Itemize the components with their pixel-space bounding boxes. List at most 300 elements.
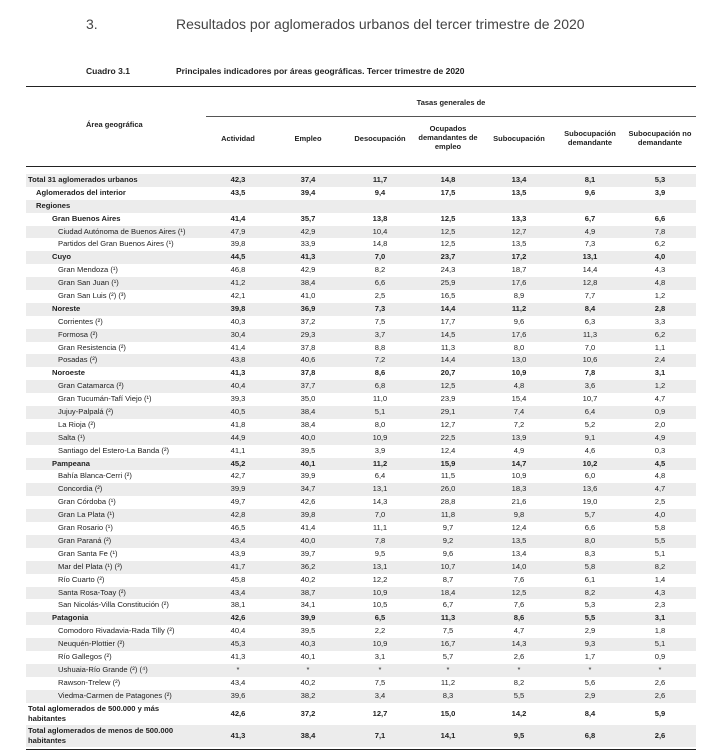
row-label: Regiones: [36, 200, 71, 210]
cell-value: 24,3: [440, 265, 456, 275]
cell-value: 38,4: [300, 419, 316, 429]
cell-value: 17,7: [440, 316, 456, 326]
cell-value: 33,9: [300, 239, 316, 249]
cell-value: 7,8: [654, 226, 666, 236]
cell-value: 25,9: [440, 278, 456, 288]
table-row: [26, 548, 696, 561]
cell-value: 8,3: [442, 690, 454, 700]
cell-value: 8,0: [513, 342, 525, 352]
row-label: Gran Mendoza (¹): [58, 265, 118, 275]
cell-value: 37,4: [300, 175, 316, 184]
row-label: Gran Catamarca (²): [58, 381, 124, 391]
cell-value: 28,8: [440, 497, 456, 507]
cell-value: 14,1: [440, 730, 456, 740]
cell-value: 40,3: [300, 639, 316, 649]
row-label: San Nicolás-Villa Constitución (²): [58, 600, 169, 610]
cell-value: 3,9: [374, 445, 386, 455]
table-row: [26, 535, 696, 548]
cell-value: 10,5: [372, 600, 388, 610]
cell-value: 13,3: [511, 213, 527, 223]
cell-value: 4,9: [513, 445, 525, 455]
cell-value: 0,9: [654, 651, 666, 661]
cell-value: 2,4: [654, 355, 666, 365]
cell-value: 6,1: [584, 574, 596, 584]
table-row: [26, 496, 696, 509]
cell-value: 5,5: [584, 613, 596, 623]
cell-value: 6,5: [374, 613, 386, 623]
cell-value: 12,5: [440, 239, 456, 249]
cell-value: 30,4: [230, 329, 246, 339]
cell-value: 43,4: [230, 587, 246, 597]
cell-value: 9,8: [513, 510, 525, 520]
cell-value: 4,3: [654, 265, 666, 275]
cell-value: 6,4: [374, 471, 386, 481]
cell-value: 7,0: [374, 510, 386, 520]
cell-value: 45,8: [230, 574, 246, 584]
cell-value: 12,4: [511, 523, 527, 533]
table-row: [26, 470, 696, 483]
cell-value: 44,9: [230, 432, 246, 442]
table-row: [26, 432, 696, 445]
cell-value: 9,1: [584, 432, 596, 442]
cell-value: 41,7: [230, 561, 246, 571]
cell-value: *: [306, 664, 310, 674]
cell-value: 6,6: [654, 213, 666, 223]
cell-value: 39,8: [230, 239, 246, 249]
cell-value: 38,7: [300, 587, 316, 597]
cell-value: 10,9: [511, 368, 527, 378]
cell-value: 14,3: [372, 497, 388, 507]
cell-value: 8,6: [374, 368, 386, 378]
cell-value: 9,4: [374, 187, 386, 197]
cell-value: 41,3: [230, 368, 246, 378]
cell-value: 36,9: [300, 303, 316, 313]
cell-value: 42,3: [230, 175, 246, 184]
row-label: Cuyo: [52, 252, 71, 262]
cell-value: 34,7: [300, 484, 316, 494]
cell-value: *: [658, 664, 662, 674]
cell-value: 8,1: [584, 175, 596, 184]
cell-value: 14,7: [511, 458, 527, 468]
cell-value: 13,9: [511, 432, 527, 442]
cell-value: 41,0: [300, 291, 316, 301]
row-label: Comodoro Rivadavia-Rada Tilly (²): [58, 626, 175, 636]
table-row: [26, 213, 696, 226]
cell-value: 5,5: [513, 690, 525, 700]
cell-value: 3,1: [654, 613, 666, 623]
cell-value: 42,9: [300, 265, 316, 275]
column-header: Subocupación no demandante: [628, 129, 692, 147]
table-row: [26, 406, 696, 419]
table-body: [26, 174, 696, 747]
cell-value: 1,7: [584, 651, 596, 661]
cell-value: 5,1: [374, 407, 386, 417]
cell-value: 5,7: [584, 510, 596, 520]
cell-value: 8,2: [374, 265, 386, 275]
cell-value: 6,6: [374, 278, 386, 288]
cell-value: 13,1: [372, 561, 388, 571]
cell-value: 13,8: [372, 213, 388, 223]
cell-value: 7,7: [584, 291, 596, 301]
table-row: [26, 625, 696, 638]
row-label: Ushuaia-Río Grande (²) (⁴): [58, 664, 148, 674]
cell-value: 43,8: [230, 355, 246, 365]
cell-value: 2,9: [584, 690, 596, 700]
cell-value: 11,8: [440, 510, 456, 520]
cell-value: 6,6: [584, 523, 596, 533]
row-label: Aglomerados del interior: [36, 187, 126, 197]
table-row: [26, 380, 696, 393]
cell-value: *: [588, 664, 592, 674]
row-label: Jujuy-Palpalá (²): [58, 407, 114, 417]
cell-value: 14,4: [440, 355, 456, 365]
cell-value: 7,2: [513, 419, 525, 429]
table-row: [26, 264, 696, 277]
cell-value: 42,6: [230, 708, 246, 718]
column-header: Actividad: [221, 134, 255, 143]
cell-value: 3,3: [654, 316, 666, 326]
cell-value: 3,1: [654, 368, 666, 378]
cell-value: 2,6: [654, 690, 666, 700]
row-label: Gran La Plata (¹): [58, 510, 115, 520]
cell-value: 10,9: [372, 639, 388, 649]
table-row: [26, 290, 696, 303]
row-label: Gran San Luis (²) (³): [58, 291, 126, 301]
table-row: [26, 599, 696, 612]
cell-value: 39,6: [230, 690, 246, 700]
cell-value: 41,4: [300, 523, 316, 533]
cell-value: 37,8: [300, 368, 316, 378]
cell-value: 7,5: [442, 626, 454, 636]
cell-value: 39,9: [230, 484, 246, 494]
cell-value: 39,5: [300, 445, 316, 455]
cell-value: 6,2: [654, 329, 666, 339]
row-label: Salta (¹): [58, 432, 86, 442]
cell-value: 23,7: [440, 252, 456, 262]
cell-value: 17,6: [511, 278, 527, 288]
cell-value: 12,7: [372, 708, 388, 718]
table-row: [26, 690, 696, 703]
column-header: Subocupación demandante: [564, 129, 616, 147]
cell-value: 23,9: [440, 394, 456, 404]
cell-value: 7,8: [584, 368, 596, 378]
cell-value: 46,8: [230, 265, 246, 275]
cell-value: 14,2: [511, 708, 527, 718]
cell-value: 8,4: [584, 303, 596, 313]
row-label: Santa Rosa-Toay (²): [58, 587, 126, 597]
cell-value: 6,4: [584, 407, 596, 417]
cell-value: 41,1: [230, 445, 246, 455]
cell-value: 11,0: [372, 394, 388, 404]
section-number: 3.: [86, 16, 98, 32]
cell-value: 7,5: [374, 316, 386, 326]
cell-value: 11,3: [440, 613, 456, 623]
cell-value: 41,3: [300, 252, 316, 262]
cell-value: 12,5: [440, 213, 456, 223]
cell-value: 14,5: [440, 329, 456, 339]
row-label: Total 31 aglomerados urbanos: [28, 175, 138, 184]
cell-value: 6,7: [442, 600, 454, 610]
table-row: [26, 367, 696, 380]
row-label: Río Gallegos (²): [58, 651, 112, 661]
cell-value: *: [517, 664, 521, 674]
cell-value: 8,2: [513, 677, 525, 687]
cell-value: 4,0: [654, 252, 666, 262]
cell-value: 11,7: [372, 175, 388, 184]
cell-value: 4,5: [654, 458, 666, 468]
cell-value: 10,7: [440, 561, 456, 571]
cell-value: 2,5: [374, 291, 386, 301]
cell-value: 37,8: [300, 342, 316, 352]
cell-value: 11,5: [440, 471, 456, 481]
cell-value: 10,9: [372, 432, 388, 442]
cell-value: 17,5: [440, 187, 456, 197]
cell-value: 35,0: [300, 394, 316, 404]
table-row: [26, 509, 696, 522]
cell-value: 40,3: [230, 316, 246, 326]
row-label: Posadas (²): [58, 355, 98, 365]
cell-value: 9,5: [374, 548, 386, 558]
cell-value: 40,5: [230, 407, 246, 417]
table-row: [26, 651, 696, 664]
cell-value: 14,8: [440, 175, 456, 184]
cell-value: 20,7: [440, 368, 456, 378]
cell-value: 44,5: [230, 252, 246, 262]
cell-value: 5,6: [584, 677, 596, 687]
table-row: [26, 419, 696, 432]
table-row: [26, 393, 696, 406]
cell-value: 12,4: [440, 445, 456, 455]
cell-value: 10,9: [511, 471, 527, 481]
cell-value: 5,3: [584, 600, 596, 610]
cell-value: 22,5: [440, 432, 456, 442]
cell-value: 4,9: [654, 432, 666, 442]
cell-value: 4,8: [654, 471, 666, 481]
cell-value: 8,8: [374, 342, 386, 352]
table-row: [26, 677, 696, 690]
cell-value: 10,4: [372, 226, 388, 236]
cell-value: 40,0: [300, 535, 316, 545]
cell-value: 6,7: [584, 213, 596, 223]
cell-value: 7,3: [374, 303, 386, 313]
cell-value: 17,2: [511, 252, 527, 262]
table-bottom-rule: [26, 749, 696, 750]
cell-value: 40,4: [230, 381, 246, 391]
cell-value: 13,1: [582, 252, 598, 262]
cell-value: 3,1: [374, 651, 386, 661]
cell-value: 40,1: [300, 458, 316, 468]
table-row: [26, 664, 696, 677]
cell-value: 49,7: [230, 497, 246, 507]
cell-value: 12,5: [511, 587, 527, 597]
cell-value: 1,2: [654, 291, 666, 301]
table-row: [26, 251, 696, 264]
cell-value: 2,0: [654, 419, 666, 429]
cell-value: 41,4: [230, 342, 246, 352]
cell-value: 14,4: [582, 265, 598, 275]
cell-value: 39,9: [300, 613, 316, 623]
row-label: Gran Resistencia (²): [58, 342, 126, 352]
cell-value: 13,5: [511, 187, 527, 197]
cell-value: 40,2: [300, 574, 316, 584]
cell-value: 14,3: [511, 639, 527, 649]
table-row: [26, 226, 696, 239]
cell-value: 10,7: [582, 394, 598, 404]
table-row: [26, 238, 696, 251]
row-label: Santiago del Estero-La Banda (²): [58, 445, 170, 455]
cell-value: 4,9: [584, 226, 596, 236]
cell-value: 2,2: [374, 626, 386, 636]
table-row: [26, 725, 696, 747]
cell-value: 11,3: [440, 342, 456, 352]
cell-value: 46,5: [230, 523, 246, 533]
cell-value: 39,5: [300, 626, 316, 636]
row-label: Formosa (²): [58, 329, 98, 339]
cell-value: 42,8: [230, 510, 246, 520]
cell-value: 12,5: [440, 226, 456, 236]
row-label: Viedma-Carmen de Patagones (²): [58, 690, 172, 700]
cell-value: 8,4: [584, 708, 596, 718]
header-area: Área geográfica: [86, 120, 143, 129]
cell-value: 43,4: [230, 535, 246, 545]
cell-value: 12,7: [440, 419, 456, 429]
table-header-rule: [26, 166, 696, 167]
cell-value: 12,2: [372, 574, 388, 584]
table-row: [26, 458, 696, 471]
cell-value: 43,9: [230, 548, 246, 558]
cell-value: 2,6: [654, 730, 666, 740]
cell-value: 17,6: [511, 329, 527, 339]
row-label: Gran San Juan (¹): [58, 278, 119, 288]
cell-value: 2,6: [513, 651, 525, 661]
cell-value: 37,2: [300, 316, 316, 326]
table-label: Cuadro 3.1: [86, 66, 130, 76]
cell-value: 39,7: [300, 548, 316, 558]
cell-value: 7,6: [513, 600, 525, 610]
cell-value: 9,2: [442, 535, 454, 545]
table-row: [26, 445, 696, 458]
cell-value: 39,8: [230, 303, 246, 313]
cell-value: 7,6: [513, 574, 525, 584]
cell-value: 13,0: [511, 355, 527, 365]
cell-value: 41,3: [230, 651, 246, 661]
cell-value: 6,8: [374, 381, 386, 391]
cell-value: 8,6: [513, 613, 525, 623]
cell-value: 9,7: [442, 523, 454, 533]
table-row: [26, 574, 696, 587]
row-label: Gran Rosario (¹): [58, 523, 113, 533]
cell-value: 13,4: [511, 548, 527, 558]
row-label: Rawson-Trelew (²): [58, 677, 121, 687]
column-header: Desocupación: [354, 134, 406, 143]
cell-value: 14,8: [372, 239, 388, 249]
cell-value: 6,0: [584, 471, 596, 481]
cell-value: 8,0: [584, 535, 596, 545]
cell-value: 4,7: [654, 394, 666, 404]
cell-value: 2,3: [654, 600, 666, 610]
cell-value: 3,7: [374, 329, 386, 339]
row-label: Bahía Blanca-Cerri (²): [58, 471, 132, 481]
cell-value: 13,4: [511, 175, 527, 184]
table-row: [26, 277, 696, 290]
cell-value: 4,8: [513, 381, 525, 391]
cell-value: 3,9: [654, 187, 666, 197]
cell-value: 37,7: [300, 381, 316, 391]
cell-value: 4,3: [654, 587, 666, 597]
cell-value: 8,2: [584, 587, 596, 597]
cell-value: 9,3: [584, 639, 596, 649]
table-row: [26, 612, 696, 625]
cell-value: 7,4: [513, 407, 525, 417]
cell-value: 14,0: [511, 561, 527, 571]
row-label: Noroeste: [52, 368, 85, 378]
cell-value: 21,6: [511, 497, 527, 507]
cell-value: 9,6: [584, 187, 596, 197]
cell-value: 11,3: [582, 329, 598, 339]
cell-value: 9,5: [513, 730, 525, 740]
cell-value: 2,9: [584, 626, 596, 636]
cell-value: 15,4: [511, 394, 527, 404]
section-title: Resultados por aglomerados urbanos del tercer trimestre de 2020: [176, 16, 585, 32]
cell-value: 7,0: [584, 342, 596, 352]
cell-value: 5,8: [584, 561, 596, 571]
cell-value: *: [378, 664, 382, 674]
cell-value: 6,8: [584, 730, 596, 740]
cell-value: 39,4: [300, 187, 316, 197]
cell-value: 40,4: [230, 626, 246, 636]
cell-value: 45,3: [230, 639, 246, 649]
cell-value: 4,8: [654, 278, 666, 288]
cell-value: 2,5: [654, 497, 666, 507]
cell-value: 43,4: [230, 677, 246, 687]
cell-value: *: [236, 664, 240, 674]
cell-value: 38,4: [300, 278, 316, 288]
cell-value: 39,9: [300, 471, 316, 481]
cell-value: 13,5: [511, 239, 527, 249]
cell-value: *: [446, 664, 450, 674]
cell-value: 9,6: [442, 548, 454, 558]
table-top-rule: [26, 86, 696, 87]
cell-value: 8,3: [584, 548, 596, 558]
cell-value: 7,5: [374, 677, 386, 687]
row-label: Gran Buenos Aires: [52, 213, 121, 223]
row-label: Noreste: [52, 303, 81, 313]
cell-value: 13,6: [582, 484, 598, 494]
cell-value: 11,2: [372, 458, 388, 468]
row-label: Concordia (²): [58, 484, 103, 494]
cell-value: 1,2: [654, 381, 666, 391]
cell-value: 6,3: [584, 316, 596, 326]
cell-value: 18,4: [440, 587, 456, 597]
cell-value: 5,2: [584, 419, 596, 429]
cell-value: 38,4: [300, 730, 316, 740]
table-row: [26, 587, 696, 600]
cell-value: 11,1: [372, 523, 388, 533]
cell-value: 26,0: [440, 484, 456, 494]
cell-value: 18,7: [511, 265, 527, 275]
cell-value: 40,2: [300, 677, 316, 687]
cell-value: 5,3: [654, 175, 666, 184]
table-row: [26, 638, 696, 651]
cell-value: 38,2: [300, 690, 316, 700]
table-description: Principales indicadores por áreas geográficas. Tercer trimestre de 2020: [176, 66, 465, 76]
cell-value: 5,1: [654, 548, 666, 558]
cell-value: 10,9: [372, 587, 388, 597]
cell-value: 16,7: [440, 639, 456, 649]
cell-value: 29,1: [440, 407, 456, 417]
cell-value: 41,3: [230, 730, 246, 740]
cell-value: 5,9: [654, 708, 666, 718]
